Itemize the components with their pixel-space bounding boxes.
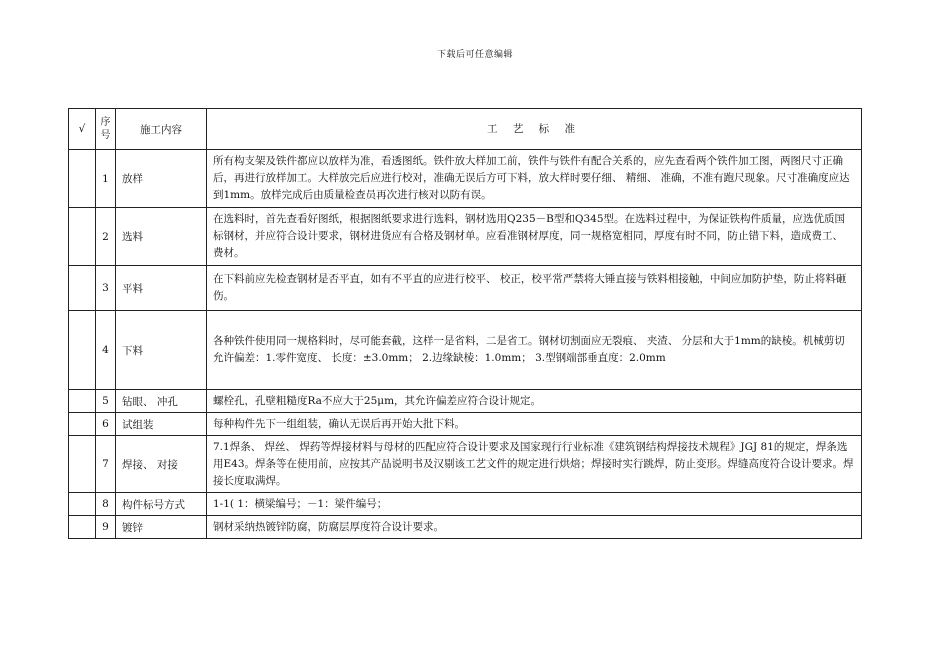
row-item: 焊接、 对接	[116, 436, 207, 493]
check-cell	[69, 208, 96, 266]
row-standard: 在选料时，首先查看好图纸，根据图纸要求进行选料，钢材选用Q235－B型和Q345型。在选料过程中，为保证铁构件质量，应选优质国标钢材，并应符合设计要求，钢材进货应有合格及钢材单。应看准钢材厚度，同一规格宽相同，厚度有时不同，防止错下料，造成费工、 费材。	[207, 208, 862, 266]
table-row	[69, 150, 862, 208]
standard-column-header: 工 艺 标 准	[207, 109, 862, 150]
row-number: 8	[96, 493, 116, 516]
table-row	[69, 208, 862, 266]
check-cell	[69, 493, 96, 516]
row-item: 钻眼、 冲孔	[116, 390, 207, 413]
row-number: 3	[96, 266, 116, 311]
table-row	[69, 493, 862, 516]
check-cell	[69, 436, 96, 493]
item-column-header: 施工内容	[116, 109, 207, 150]
page-header-note: 下载后可任意编辑	[436, 50, 513, 60]
row-standard: 7.1焊条、 焊丝、 焊药等焊接材料与母材的匹配应符合设计要求及国家现行行业标准《建筑钢结构焊接技术规程》JGJ 81的规定，焊条选用E43。焊条等在使用前，应按其产品说明书及汉剔该工艺文件的规定进行烘焙；焊接时实行跳焊，防止变形。焊缝高度符合设计要求。焊接长度取满焊。	[207, 436, 862, 493]
number-column-header: 序号	[96, 109, 116, 150]
row-standard: 螺栓孔，孔壁粗糙度Ra不应大于25μm，其允许偏差应符合设计规定。	[207, 390, 862, 413]
check-cell	[69, 413, 96, 436]
row-number: 7	[96, 436, 116, 493]
row-item: 下料	[116, 311, 207, 390]
row-number: 6	[96, 413, 116, 436]
row-number: 5	[96, 390, 116, 413]
row-standard: 钢材采纳热镀锌防腐，防腐层厚度符合设计要求。	[207, 516, 862, 539]
row-item: 构件标号方式	[116, 493, 207, 516]
check-cell	[69, 266, 96, 311]
check-cell	[69, 390, 96, 413]
row-standard: 所有构支架及铁件都应以放样为准，看透图纸。铁件放大样加工前，铁件与铁件有配合关系的，应先查看两个铁件加工图，两图尺寸正确后，再进行放样加工。大样放完后应进行校对，准确无误后方可下料，放大样时要仔细、 精细、 准确，不准有跑尺现象。尺寸准确度应达到1mm。放样完成后由质量检查员再次进行核对以防有误。	[207, 150, 862, 208]
check-cell	[69, 150, 96, 208]
table-row	[69, 266, 862, 311]
table-row	[69, 436, 862, 493]
table-row	[69, 516, 862, 539]
row-item: 试组装	[116, 413, 207, 436]
row-number: 1	[96, 150, 116, 208]
check-column-header: √	[69, 109, 96, 150]
row-number: 9	[96, 516, 116, 539]
check-cell	[69, 311, 96, 390]
row-standard: 每种构件先下一组组装，确认无误后再开始大批下料。	[207, 413, 862, 436]
row-standard: 1-1( 1：横梁编号；－1：梁件编号；	[207, 493, 862, 516]
table-row	[69, 413, 862, 436]
row-item: 选料	[116, 208, 207, 266]
row-standard: 在下料前应先检查钢材是否平直，如有不平直的应进行校平、 校正，校平常严禁将大锤直接与铁料相接触，中间应加防护垫，防止将料砸伤。	[207, 266, 862, 311]
row-item: 镀锌	[116, 516, 207, 539]
process-standard-table	[68, 108, 862, 539]
row-item: 放样	[116, 150, 207, 208]
row-standard: 各种铁件使用同一规格料时，尽可能套截，这样一是省料，二是省工。钢材切割面应无裂痕、 夹渣、 分层和大于1mm的缺棱。机械剪切允许偏差：1.零件宽度、 长度：±3.0mm； 2.边缘缺棱：1.0mm； 3.型钢端部垂直度：2.0mm	[207, 311, 862, 390]
check-cell	[69, 516, 96, 539]
table-row	[69, 390, 862, 413]
row-item: 平料	[116, 266, 207, 311]
table-header-row	[69, 109, 862, 150]
row-number: 4	[96, 311, 116, 390]
table-row	[69, 311, 862, 390]
row-number: 2	[96, 208, 116, 266]
